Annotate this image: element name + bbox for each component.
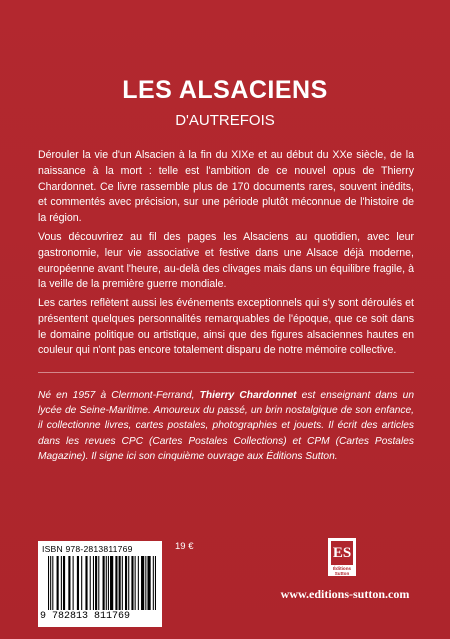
barcode-bar [145,556,146,610]
blurb-paragraph-1: Dérouler la vie d'un Alsacien à la fin du XIXe et au début du XXe siècle, de la naissance à la mort : telle est l'ambition de ce nouvel opus de Thierry Chardonnet. Ce livre rassemble plus de 170 documents rares, souvent inédits, et commentés avec précision, sur une période plutôt méconnue de l'histoire de la région. [38,149,414,225]
barcode-bar [115,556,117,610]
publisher-logo [328,538,356,576]
book-title: LES ALSACIENS [122,76,328,104]
isbn-label: ISBN 978-2813811769 [42,544,133,554]
barcode-bar [48,556,49,610]
barcode-bar [63,556,65,610]
barcode-bar [98,556,99,610]
author-name: Thierry Chardonnet [199,390,297,401]
blurb-paragraph-3: Les cartes reflètent aussi les événements exceptionnels qui s'y sont déroulés et présentent quelques personnalités remarquables de l'époque, que ce soit dans le domaine politique ou artistique, ainsi que des figures alsaciennes hautes en couleur qui n'ont pas encore totalement disparu de notre mémoire collective. [38,297,414,357]
barcode-bar [141,556,144,610]
barcode-bar [93,556,94,610]
publisher-logo-letters: ES [331,541,353,565]
barcode-bar [128,556,129,610]
barcode-bar [155,556,156,610]
barcode-bar [95,556,97,610]
barcode-bar [68,556,70,610]
isbn-barcode [38,541,162,627]
barcode-bar [131,556,133,610]
barcode-bar [57,556,59,610]
book-subtitle: D'AUTREFOIS [175,112,275,129]
author-bio [38,388,414,464]
barcode-graphic [48,556,156,610]
price: 19 € [175,541,194,552]
barcode-bar [85,556,87,610]
publisher-url: www.editions-sutton.com [280,587,410,601]
blurb-paragraph-2: Vous découvrirez au fil des pages les Alsaciens au quotidien, avec leur gastronomie, leur vie associative et festive dans une Alsace déjà moderne, européenne avant l'heure, au-delà des clivages mais dans un équilibre fragile, à la veille de la première guerre mondiale. [38,231,414,291]
barcode-bar [77,556,79,610]
barcode-bar [73,556,74,610]
barcode-bar [138,556,139,610]
barcode-bar [50,556,51,610]
barcode-bar [122,556,123,610]
publisher-logo-line2: Sutton [334,571,350,576]
barcode-bar [119,556,121,610]
barcode-bar [110,556,113,610]
barcode-bar [103,556,105,610]
author-bio-rest: est enseignant dans un lycée de Seine-Maritime. Amoureux du passé, un brin nostalgique de son enfance, il collectionne livres, cartes postales, photographies et jouets. Il écrit des articles dans les revues CPC (Cartes Postales Collections) et CPM (Cartes Postales Magazine). Il signe ici son cinquième ouvrage aux Éditions Sutton. [38,390,415,462]
barcode-bar [135,556,136,610]
divider-line [38,372,414,373]
barcode-bar [125,556,127,610]
barcode-bar [81,556,82,610]
barcode-bar [153,556,154,610]
publisher-logo-line1: Éditions [332,566,352,571]
barcode-bar [90,556,91,610]
barcode-bar [61,556,62,610]
barcode-bar [106,556,107,610]
barcode-digits: 9 782813 811769 [40,611,131,622]
barcode-bar [52,556,53,610]
barcode-bar [147,556,150,610]
author-bio-intro: Né en 1957 à Clermont-Ferrand, [38,390,200,401]
barcode-bar [108,556,109,610]
barcode-bars [48,556,156,610]
